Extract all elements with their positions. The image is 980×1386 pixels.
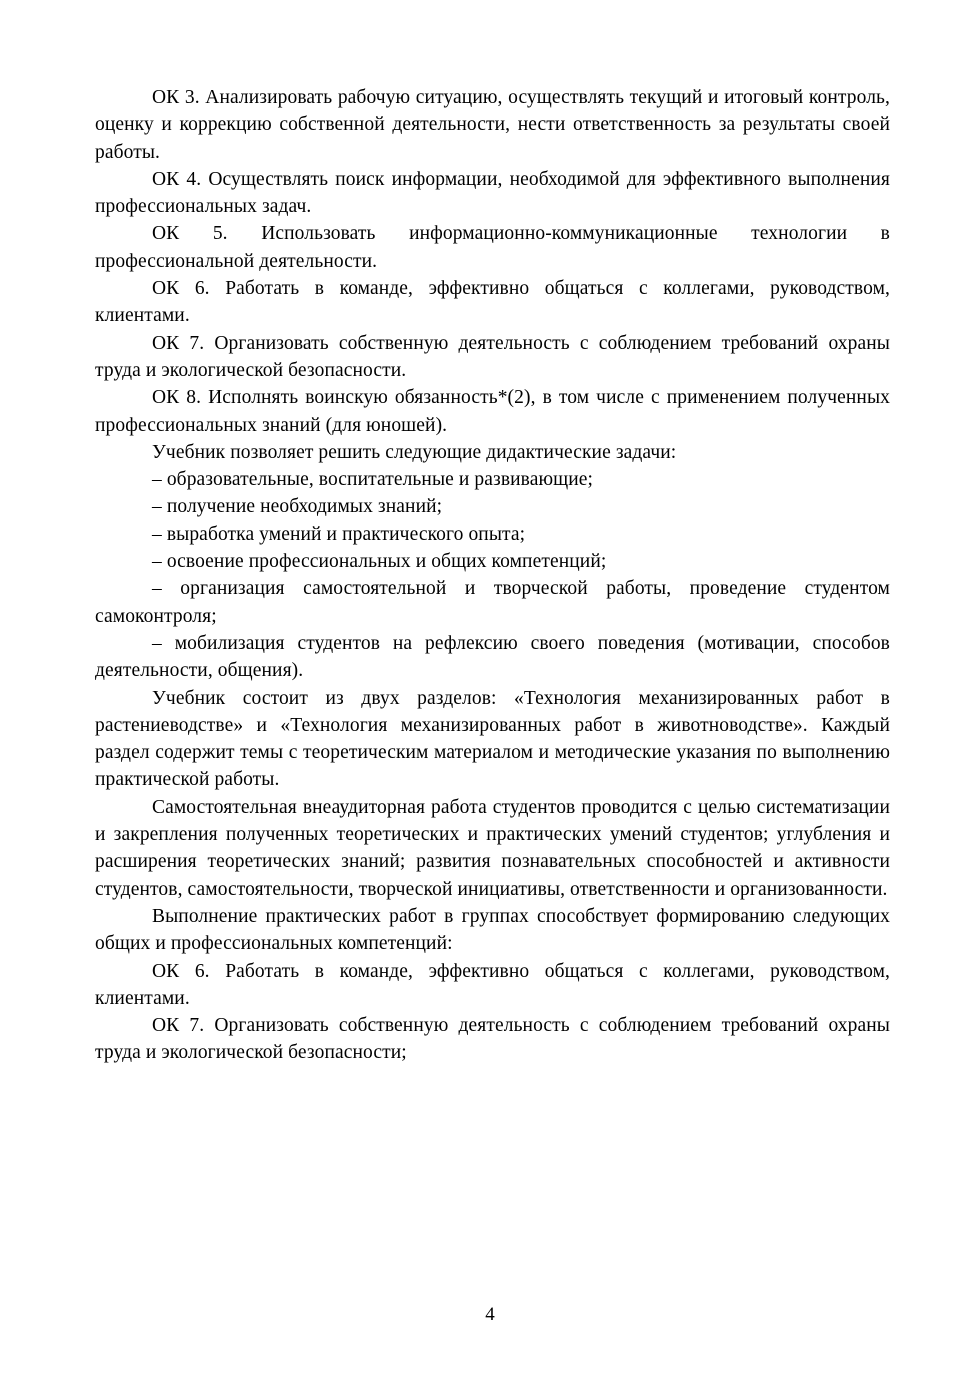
list-item: – освоение профессиональных и общих компетенций; [152,551,607,573]
paragraph: ОК 8. Исполнять воинскую обязанность*(2), в том числе с применением полученных профессиональных знаний (для юношей). [95,387,890,436]
list-item: – организация самостоятельной и творческой работы, проведение студентом самоконтроля; [95,578,890,627]
paragraph: ОК 4. Осуществлять поиск информации, необходимой для эффективного выполнения профессиональных задач. [95,168,890,218]
paragraph: ОК 7. Организовать собственную деятельность с соблюдением требований охраны труда и экологической безопасности; [95,1015,890,1064]
list-item: – мобилизация студентов на рефлексию своего поведения (мотивации, способов деятельности, общения). [95,632,890,682]
paragraph: ОК 6. Работать в команде, эффективно общаться с коллегами, руководством, клиентами. [95,278,890,327]
paragraph: Самостоятельная внеаудиторная работа студентов проводится с целью систематизации и закрепления полученных теоретических и практических умений студентов; углубления и расширения теоретических знаний; развития познавательных способностей и активности студентов, самостоятельности, творческой инициативы, ответственности и организованности. [95,796,890,900]
paragraph: ОК 7. Организовать собственную деятельность с соблюдением требований охраны труда и экологической безопасности. [95,332,890,381]
paragraph: Учебник состоит из двух разделов: «Технология механизированных работ в растениеводстве» и «Технология механизированных работ в животноводстве». Каждый раздел содержит темы с теоретическим материалом и методические указания по выполнению практической работы. [95,687,890,791]
text-block [95,84,890,1067]
list-item: – образовательные, воспитательные и развивающие; [152,469,594,491]
list-item: – получение необходимых знаний; [152,496,443,518]
page-number: 4 [485,1304,495,1325]
paragraph: Учебник позволяет решить следующие дидактические задачи: [152,441,677,463]
paragraph: ОК 3. Анализировать рабочую ситуацию, осуществлять текущий и итоговый контроль, оценку и коррекцию собственной деятельности, нести ответственность за результаты своей работы. [95,87,890,163]
list-item: – выработка умений и практического опыта; [152,523,526,545]
paragraph: ОК 6. Работать в команде, эффективно общаться с коллегами, руководством, клиентами. [95,960,890,1009]
paragraph: Выполнение практических работ в группах способствует формированию следующих общих и профессиональных компетенций: [95,905,890,955]
paragraph: ОК 5. Использовать информационно-коммуникационные технологии в профессиональной деятельности. [95,223,890,272]
